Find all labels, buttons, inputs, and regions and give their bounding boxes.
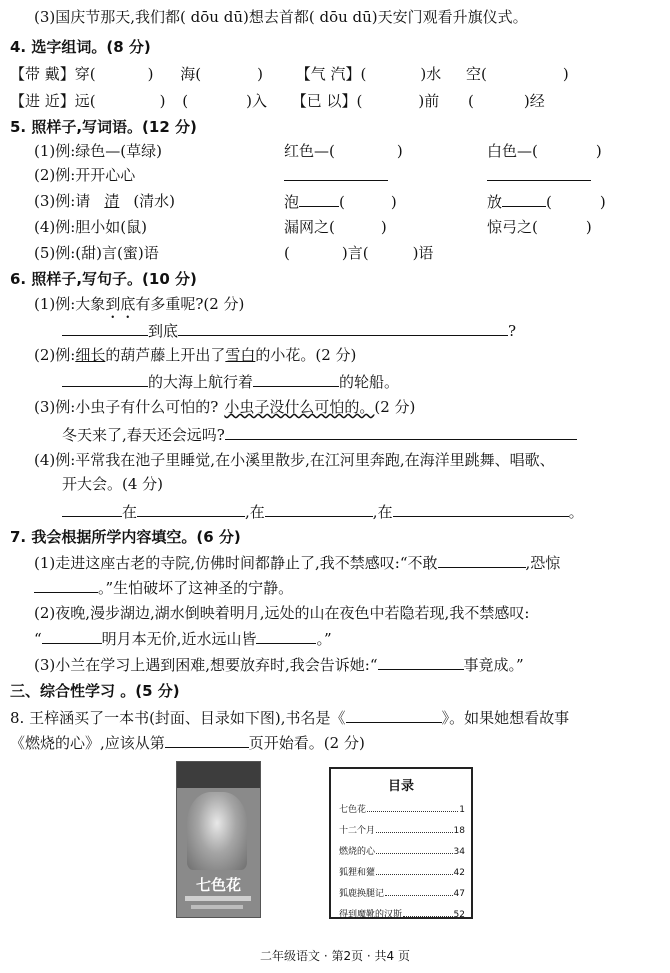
q6-s4-d: 。 — [568, 503, 584, 521]
cover-top-band — [177, 762, 260, 788]
q6-s1-answer — [62, 319, 516, 342]
q8-l1-b: 》。如果她想看故事 — [441, 709, 570, 727]
q6-blank-4[interactable] — [253, 370, 339, 387]
q4-r1-c: 海( — [180, 65, 202, 83]
toc-item-name: 七色花 — [339, 805, 367, 815]
toc-leader — [367, 805, 458, 812]
q3-text-1: (3)国庆节那天,我们都 — [34, 8, 181, 26]
q5-r3-a-open: ( — [339, 193, 345, 211]
page-footer: 二年级语文 · 第2页 · 共4 页 — [260, 949, 410, 963]
q5-r5-a-open: ( — [284, 244, 290, 262]
q7-blank-3[interactable] — [42, 627, 102, 644]
q6-s3-example — [34, 396, 415, 418]
q6-title: 6. 照样子,写句子。(10 分) — [10, 270, 197, 288]
q4-r1-f: 空( — [466, 65, 487, 83]
q5-r5-example: (5)例:(甜)言(蜜)语 — [34, 244, 159, 262]
q5-r2-answers-2 — [487, 164, 591, 187]
q4-r1-b: ) — [147, 65, 154, 83]
toc-item-page: 1 — [459, 805, 465, 815]
toc-item — [339, 823, 465, 836]
q6-blank-8[interactable] — [265, 500, 373, 517]
toc-leader — [376, 847, 453, 854]
cover-illustration — [187, 792, 247, 870]
q6-s4-a: 在 — [122, 503, 138, 521]
q7-p3-a: (3)小兰在学习上遇到困难,想要放弃时,我会告诉她:“ — [34, 656, 378, 674]
q6-s1-example — [34, 293, 244, 322]
q6-blank-7[interactable] — [137, 500, 245, 517]
q5-blank-4[interactable] — [487, 164, 591, 181]
toc-item-name: 狐狸和獾 — [339, 868, 376, 878]
q6-s2-ex-u1: 细长 — [75, 346, 106, 364]
q5-blank-3[interactable] — [284, 164, 388, 181]
q7-blank-5[interactable] — [378, 653, 464, 670]
q5-r3-ex-answer: 清 — [104, 192, 120, 210]
q7-p2-c: 明月本无价,近水远山皆 — [101, 630, 257, 648]
toc-item — [339, 802, 465, 815]
q7-p2-line-2 — [34, 627, 332, 650]
q5-r4-a-close: ) — [380, 218, 387, 236]
q6-s1-ex-pre: (1)例:大象 — [34, 295, 106, 313]
q6-s3-answer — [62, 423, 577, 446]
q7-p1-b: ,恐惊 — [525, 554, 561, 572]
char-group-2: 【气 汽】( — [295, 65, 367, 83]
q8-blank-1[interactable] — [346, 706, 442, 723]
q6-blank-6[interactable] — [62, 500, 122, 517]
q5-blank-7[interactable] — [502, 190, 546, 207]
q5-blank-5[interactable] — [299, 190, 339, 207]
q6-s1-ex-post: 有多重呢?(2 分) — [135, 295, 245, 313]
toc-item-page: 18 — [453, 826, 465, 836]
q6-s4-c: ,在 — [372, 503, 393, 521]
toc-item — [339, 844, 465, 857]
q6-s3-ex-pre: (3)例:小虫子有什么可怕的? — [34, 398, 219, 416]
q4-row-1 — [10, 63, 569, 85]
q5-r1-b — [487, 140, 602, 162]
q6-s2-ex-mid: 的葫芦藤上开出了 — [105, 346, 226, 364]
pinyin-choice-1[interactable]: ( dōu dū) — [180, 8, 249, 26]
q6-s2-answer — [62, 370, 399, 393]
toc-item — [339, 907, 465, 920]
q5-r4-b — [487, 216, 592, 238]
q5-r1-b-text: 白色—( — [487, 142, 538, 160]
q5-r3-example — [34, 190, 175, 212]
q7-p2-b: “ — [34, 630, 42, 648]
table-of-contents — [329, 767, 473, 919]
toc-leader — [385, 889, 453, 896]
q6-s4-answer — [62, 500, 584, 523]
toc-item — [339, 886, 465, 899]
q8-l1-a: 8. 王梓涵买了一本书(封面、目录如下图),书名是《 — [10, 709, 346, 727]
q5-r1-example: (1)例:绿色—(草绿) — [34, 142, 163, 160]
q6-s2-example — [34, 344, 356, 366]
q3-sentence — [34, 6, 528, 28]
toc-item-name: 得到魔靴的汉斯 — [339, 910, 403, 920]
char-group-3: 【进 近】 — [10, 92, 75, 110]
cover-title: 七色花 — [195, 876, 241, 894]
book-cover-image — [176, 761, 261, 918]
q6-blank-1[interactable] — [62, 319, 148, 336]
q8-blank-2[interactable] — [165, 731, 249, 748]
q6-blank-2[interactable] — [178, 319, 508, 336]
q4-r1-d: ) — [257, 65, 263, 83]
q7-p1-c: 。”生怕破坏了这神圣的宁静。 — [98, 579, 294, 597]
q5-r1-a-close: ) — [396, 142, 403, 160]
toc-title: 目录 — [387, 779, 414, 794]
q6-s2-a: 的大海上航行着 — [148, 373, 254, 391]
toc-item-page: 47 — [453, 889, 465, 899]
q4-r2-g: )经 — [523, 92, 545, 110]
q5-title: 5. 照样子,写词语。(12 分) — [10, 118, 197, 136]
q6-s2-ex-pre: (2)例: — [34, 346, 76, 364]
q7-p1-a: (1)走进这座古老的寺院,仿佛时间都静止了,我不禁感叹:“不敢 — [34, 554, 438, 572]
q4-r2-d: )入 — [246, 92, 267, 110]
q7-blank-1[interactable] — [438, 551, 526, 568]
q5-r5-a-close: )语 — [412, 244, 434, 262]
q5-r3-a-text: 泡 — [284, 193, 300, 211]
q7-p3-b: 事竟成。” — [463, 656, 524, 674]
q6-blank-5[interactable] — [225, 423, 577, 440]
q5-r3-b-open: ( — [546, 193, 552, 211]
q5-r4-b-text: 惊弓之( — [487, 218, 538, 236]
cover-subtitle-bar — [185, 896, 251, 901]
q8-line-2 — [10, 731, 365, 754]
q4-row-2 — [10, 90, 545, 112]
q5-r1-a — [284, 140, 403, 162]
q5-r3-a — [284, 190, 397, 213]
toc-item-name: 十二个月 — [339, 826, 376, 836]
q6-s2-b: 的轮船。 — [339, 373, 400, 391]
q5-r2-answers — [284, 164, 388, 187]
q5-r2-example: (2)例:开开心心 — [34, 166, 136, 184]
section-3-title: 三、综合性学习 。(5 分) — [10, 682, 180, 700]
q7-p1-line-2 — [34, 576, 293, 599]
q4-r1-e: )水 — [420, 65, 442, 83]
q8-l2-a: 《燃烧的心》,应该从第 — [10, 734, 165, 752]
q5-r5-a — [284, 242, 433, 264]
toc-leader — [403, 910, 453, 917]
char-group-4: 【已 以】( — [291, 92, 363, 110]
q4-r1-g: ) — [562, 65, 569, 83]
q6-s3-question: 冬天来了,春天还会远吗? — [62, 426, 225, 444]
toc-item-page: 42 — [453, 868, 465, 878]
q4-r2-e: )前 — [418, 92, 440, 110]
q8-line-1 — [10, 706, 569, 729]
q4-r2-f: ( — [468, 92, 474, 110]
q6-s2-ex-u2: 雪白 — [225, 346, 256, 364]
q6-s2-ex-post: 的小花。(2 分) — [255, 346, 357, 364]
toc-leader — [376, 868, 453, 875]
toc-leader — [376, 826, 453, 833]
q3-text-3: 天安门观看升旗仪式。 — [377, 8, 528, 26]
q7-blank-2[interactable] — [34, 576, 98, 593]
q6-blank-9[interactable] — [393, 500, 569, 517]
q3-text-2: 想去首都 — [248, 8, 309, 26]
q6-blank-3[interactable] — [62, 370, 148, 387]
q6-s3-ex-post: (2 分) — [374, 398, 416, 416]
q5-r1-a-text: 红色—( — [284, 142, 335, 160]
q7-p2-d: 。” — [316, 630, 332, 648]
q7-p2-line-1: (2)夜晚,漫步湖边,湖水倒映着明月,远处的山在夜色中若隐若现,我不禁感叹: — [34, 604, 530, 622]
q5-r5-a-mid: )言( — [341, 244, 369, 262]
q4-r2-c: ( — [182, 92, 189, 110]
q6-s1-end: ? — [508, 322, 517, 340]
q5-r4-b-close: ) — [585, 218, 592, 236]
q6-s3-ex-wavy: 小虫子没什么可怕的。 — [224, 398, 375, 416]
q6-s4-example-2: 开大会。(4 分) — [62, 475, 164, 493]
q4-title: 4. 选字组词。(8 分) — [10, 38, 151, 56]
cover-subtitle-bar-2 — [191, 905, 243, 909]
q7-p3 — [34, 653, 524, 676]
q4-r2-b: ) — [159, 92, 166, 110]
q7-p1-line-1 — [34, 551, 560, 574]
q5-r4-example: (4)例:胆小如(鼠) — [34, 218, 148, 236]
q8-l2-b: 页开始看。(2 分) — [248, 734, 365, 752]
q5-r3-ex-text: (3)例:请 — [34, 192, 91, 210]
toc-item-page: 34 — [453, 847, 465, 857]
pinyin-choice-2[interactable]: ( dōu dū) — [308, 8, 378, 26]
toc-item-name: 燃烧的心 — [339, 847, 376, 857]
q5-r3-b — [487, 190, 606, 213]
q5-r1-b-close: ) — [595, 142, 602, 160]
q5-r3-b-text: 放 — [487, 193, 503, 211]
q4-r2-a: 远( — [74, 92, 96, 110]
q6-s4-b: ,在 — [245, 503, 265, 521]
toc-item-name: 狐鹿换腿记 — [339, 889, 385, 899]
q5-r3-b-close: ) — [599, 193, 606, 211]
q5-r4-a-text: 漏网之( — [284, 218, 335, 236]
q6-s1-ex-dot: 到底 — [105, 295, 136, 313]
toc-item — [339, 865, 465, 878]
q5-r3-a-close: ) — [390, 193, 397, 211]
q7-blank-4[interactable] — [256, 627, 316, 644]
q5-r4-a — [284, 216, 387, 238]
q4-r1-a: 穿( — [74, 65, 96, 83]
toc-item-page: 52 — [453, 910, 465, 920]
q6-s1-mid: 到底 — [148, 322, 179, 340]
q5-r3-ex-tail: (清水) — [133, 192, 176, 210]
q7-title: 7. 我会根据所学内容填空。(6 分) — [10, 528, 241, 546]
char-group-1: 【带 戴】 — [10, 65, 75, 83]
q6-s4-example-1: (4)例:平常我在池子里睡觉,在小溪里散步,在江河里奔跑,在海洋里跳舞、唱歌、 — [34, 451, 555, 469]
